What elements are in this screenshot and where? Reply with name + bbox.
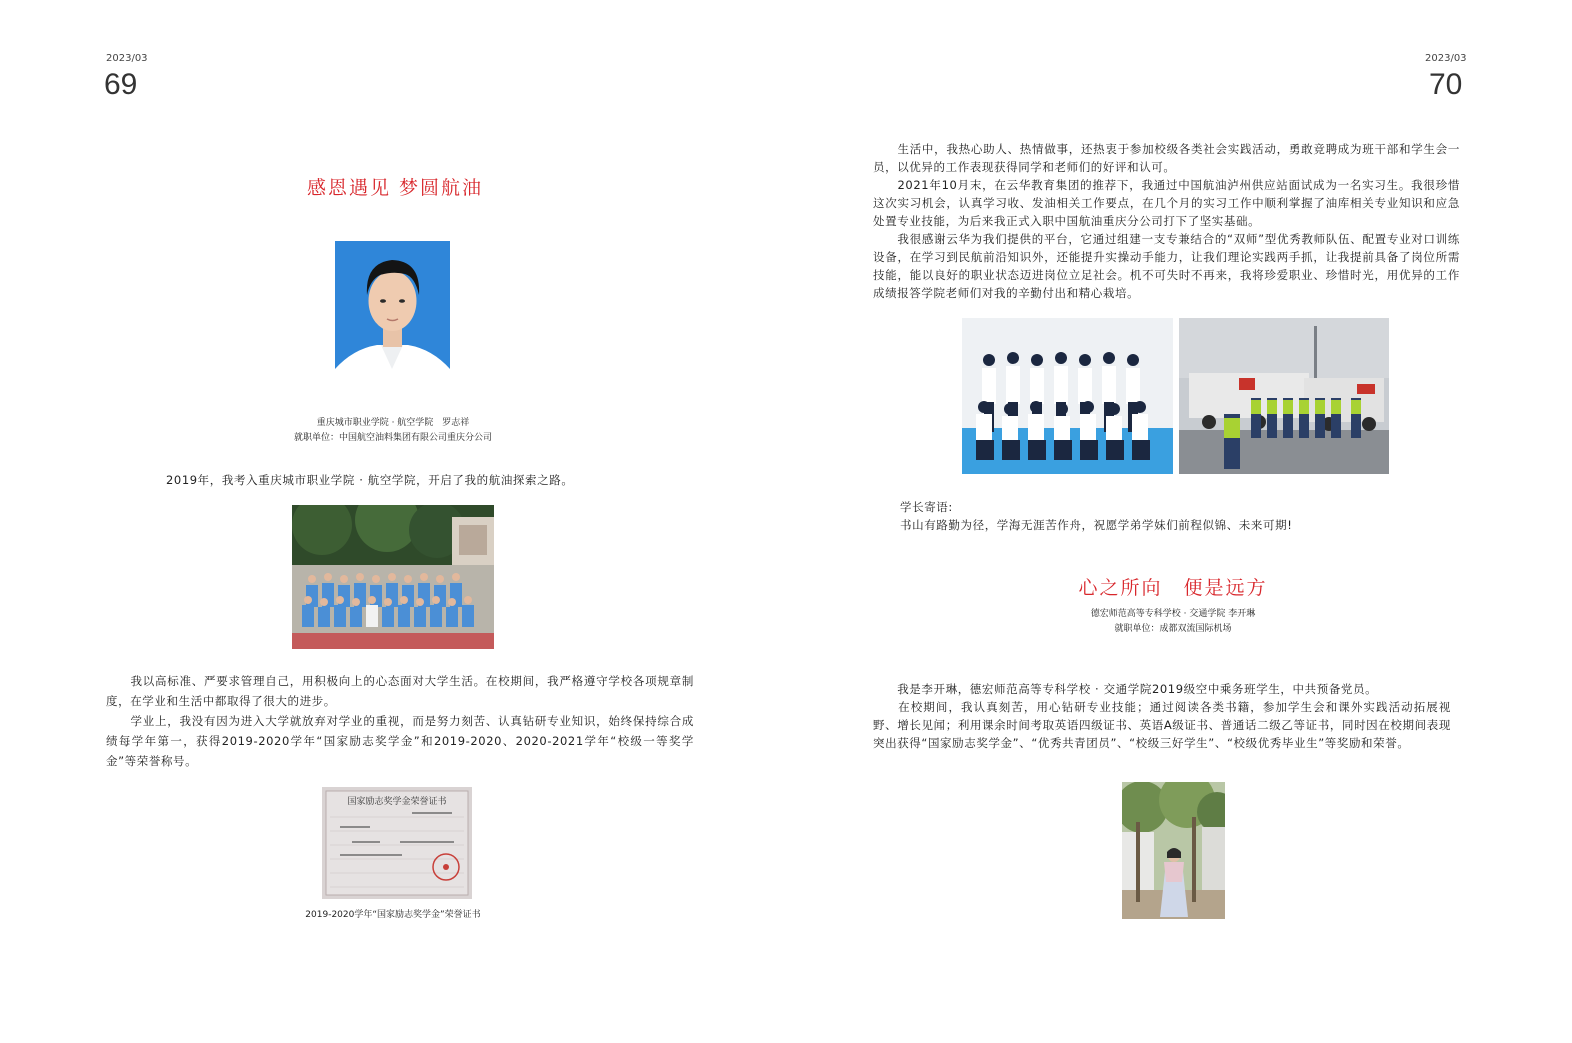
uniform-group-photo	[962, 318, 1173, 474]
left-article-title: 感恩遇见 梦圆航油	[306, 177, 484, 199]
right-body-text	[873, 140, 1460, 302]
right-body-text-2	[873, 680, 1451, 752]
senior-message	[900, 498, 1440, 534]
profile-caption-name: 重庆城市职业学院 · 航空学院 罗志祥	[316, 418, 470, 428]
profile-caption	[253, 416, 533, 446]
left-paragraph-2: 学业上，我没有因为进入大学就放弃对学业的重视，而是努力刻苦、认真钻研专业知识，始终保持综合成绩每学年第一，获得2019-2020学年“国家励志奖学金”和2019-2020、2020-2021学年“校级一等奖学金”等荣誉称号。	[106, 714, 694, 768]
profile2-caption-name: 德宏师范高等专科学校 · 交通学院 李开琳	[1090, 609, 1256, 619]
senior-message-text: 书山有路勤为径，学海无涯苦作舟，祝愿学弟学妹们前程似锦、未来可期!	[900, 518, 1293, 532]
left-page-date: 2023/03	[106, 53, 148, 64]
right-paragraph-1: 生活中，我热心助人、热情做事，还热衷于参加校级各类社会实践活动，勇敢竞聘成为班干部和学生会一员，以优异的工作表现获得同学和老师们的好评和认可。	[873, 142, 1460, 174]
certificate-heading: 国家励志奖学金荣誉证书	[347, 797, 447, 807]
senior-message-label: 学长寄语:	[900, 500, 953, 514]
profile-caption-employer: 就职单位：中国航空油料集团有限公司重庆分公司	[293, 433, 492, 443]
fuel-truck-photo	[1179, 318, 1389, 474]
graduate-photo	[1122, 782, 1225, 919]
right-page-number: 70	[1429, 68, 1463, 101]
right-paragraph-2: 2021年10月末，在云华教育集团的推荐下，我通过中国航油泸州供应站面试成为一名实习生。我很珍惜这次实习机会，认真学习收、发油相关工作要点，在几个月的实习工作中顺利掌握了油库相关专业知识和应急处置专业技能，为后来我正式入职中国航油重庆分公司打下了坚实基础。	[873, 178, 1460, 228]
right-page-date: 2023/03	[1425, 53, 1467, 64]
left-intro-text: 2019年，我考入重庆城市职业学院 · 航空学院，开启了我的航油探索之路。	[166, 473, 574, 487]
right2-paragraph-2: 在校期间，我认真刻苦，用心钻研专业技能；通过阅读各类书籍，参加学生会和课外实践活动拓展视野、增长见闻；利用课余时间考取英语四级证书、英语A级证书、普通话二级乙等证书，同时因在校期间表现突出获得“国家励志奖学金”、“优秀共青团员”、“校级三好学生”、“校级优秀毕业生”等奖励和荣誉。	[873, 700, 1451, 750]
right-article-title: 心之所向 便是远方	[1078, 577, 1268, 599]
left-paragraph-1: 我以高标准、严要求管理自己，用积极向上的心态面对大学生活。在校期间，我严格遵守学校各项规章制度，在学业和生活中都取得了很大的进步。	[106, 674, 694, 708]
left-page-number: 69	[104, 68, 138, 101]
certificate-photo	[322, 787, 472, 899]
portrait-photo	[335, 241, 450, 402]
group-photo	[292, 505, 494, 649]
right2-paragraph-1: 我是李开琳，德宏师范高等专科学校 · 交通学院2019级空中乘务班学生，中共预备党员。	[873, 682, 1378, 696]
certificate-caption: 2019-2020学年“国家励志奖学金”荣誉证书	[305, 910, 481, 920]
left-body-text	[106, 671, 694, 771]
profile2-caption-employer: 就职单位：成都双流国际机场	[1114, 624, 1232, 634]
profile2-caption	[1033, 607, 1313, 637]
right-paragraph-3: 我很感谢云华为我们提供的平台，它通过组建一支专兼结合的“双师”型优秀教师队伍、配置专业对口训练设备，在学习到民航前沿知识外，还能提升实操动手能力，让我们理论实践两手抓，让我提前具备了岗位所需技能，能以良好的职业状态迈进岗位立足社会。机不可失时不再来，我将珍爱职业、珍惜时光，用优异的工作成绩报答学院老师们对我的辛勤付出和精心栽培。	[873, 232, 1460, 300]
